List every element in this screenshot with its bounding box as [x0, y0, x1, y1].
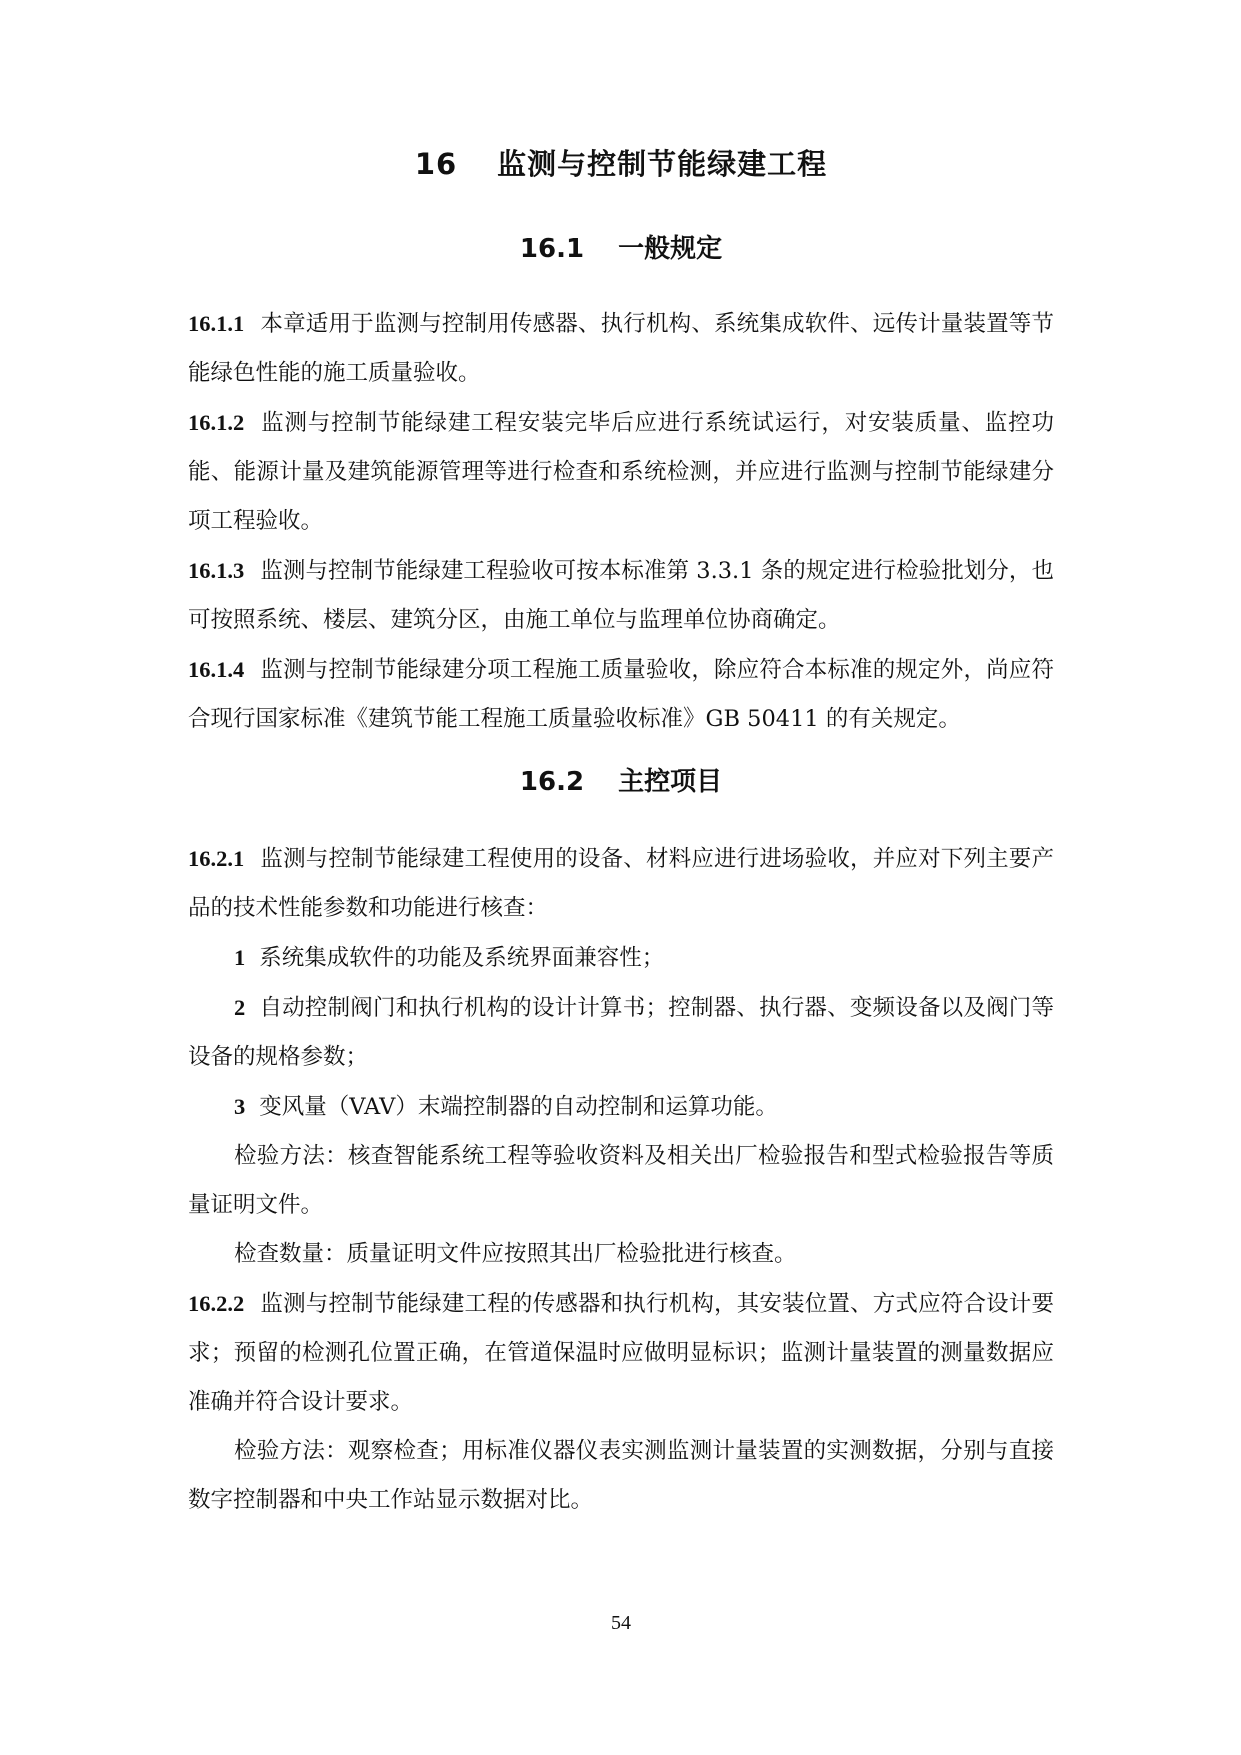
section-title: 主控项目	[618, 767, 723, 797]
clause-number: 16.1.3	[188, 558, 245, 583]
list-item-1	[188, 933, 1054, 983]
clause-16-1-1	[188, 299, 1054, 398]
section-body-16-1	[188, 299, 1054, 744]
document-page	[188, 0, 1054, 1755]
item-text: 系统集成软件的功能及系统界面兼容性；	[259, 945, 665, 971]
section-heading-16-2	[188, 765, 1054, 799]
clause-text: 监测与控制节能绿建工程的传感器和执行机构，其安装位置、方式应符合设计要求；预留的检测孔位置正确，在管道保温时应做明显标识；监测计量装置的测量数据应准确并符合设计要求。	[188, 1291, 1054, 1415]
inspection-method: 检验方法：观察检查；用标准仪器仪表实测监测计量装置的实测数据，分别与直接数字控制器和中央工作站显示数据对比。	[188, 1438, 1054, 1513]
clause-number: 16.2.1	[188, 846, 245, 871]
section-number: 16.1	[519, 234, 585, 264]
page-number: 54	[611, 1612, 631, 1634]
clause-text: 监测与控制节能绿建工程安装完毕后应进行系统试运行，对安装质量、监控功能、能源计量及建筑能源管理等进行检查和系统检测，并应进行监测与控制节能绿建分项工程验收。	[188, 410, 1054, 534]
inspection-method: 检验方法：核查智能系统工程等验收资料及相关出厂检验报告和型式检验报告等质量证明文件。	[188, 1143, 1054, 1218]
clause-text: 本章适用于监测与控制用传感器、执行机构、系统集成软件、远传计量装置等节能绿色性能的施工质量验收。	[188, 311, 1054, 386]
item-number: 3	[234, 1094, 246, 1119]
clause-16-2-1	[188, 834, 1054, 933]
item-number: 2	[234, 995, 246, 1020]
section-heading-16-1	[188, 232, 1054, 266]
inspection-quantity: 检查数量：质量证明文件应按照其出厂检验批进行核查。	[234, 1241, 797, 1267]
clause-number: 16.1.1	[188, 311, 245, 336]
clause-number: 16.2.2	[188, 1291, 245, 1316]
item-number: 1	[234, 945, 246, 970]
clause-16-2-2	[188, 1279, 1054, 1427]
clause-16-1-3	[188, 546, 1054, 645]
clause-16-1-4	[188, 645, 1054, 744]
clause-number: 16.1.2	[188, 410, 245, 435]
list-item-2	[188, 983, 1054, 1082]
section-number: 16.2	[519, 767, 585, 797]
item-text: 变风量（VAV）末端控制器的自动控制和运算功能。	[259, 1094, 778, 1120]
clause-text: 监测与控制节能绿建分项工程施工质量验收，除应符合本标准的规定外，尚应符合现行国家标准《建筑节能工程施工质量验收标准》GB 50411 的有关规定。	[188, 657, 1054, 732]
list-item-3	[188, 1082, 1054, 1132]
chapter-number: 16	[414, 147, 458, 181]
chapter-title-text: 监测与控制节能绿建工程	[497, 147, 828, 181]
section-body-16-2	[188, 834, 1054, 1525]
item-text: 自动控制阀门和执行机构的设计计算书；控制器、执行器、变频设备以及阀门等设备的规格参数；	[188, 995, 1054, 1070]
clause-text: 监测与控制节能绿建工程验收可按本标准第 3.3.1 条的规定进行检验批划分，也可按照系统、楼层、建筑分区，由施工单位与监理单位协商确定。	[188, 558, 1054, 633]
clause-text: 监测与控制节能绿建工程使用的设备、材料应进行进场验收，并应对下列主要产品的技术性能参数和功能进行核查：	[188, 846, 1054, 921]
clause-number: 16.1.4	[188, 657, 245, 682]
section-title: 一般规定	[618, 234, 723, 264]
chapter-title	[188, 146, 1054, 182]
clause-16-1-2	[188, 398, 1054, 546]
